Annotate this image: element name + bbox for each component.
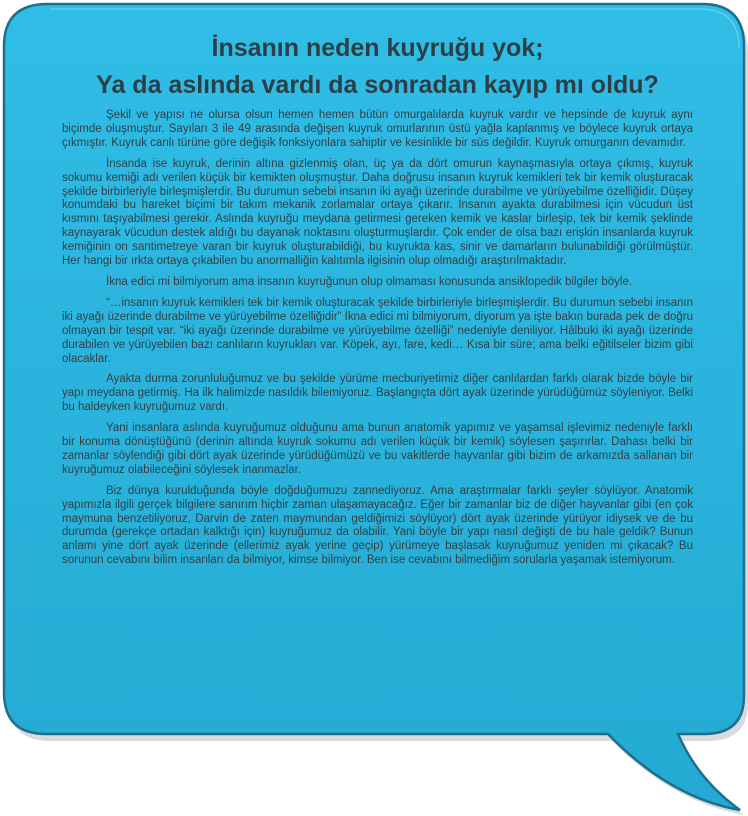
paragraph: “…insanın kuyruk kemikleri tek bir kemik oluşturacak şekilde birbirleriyle birleşmişlerdir. Bu durumun sebebi insanın iki ayağı üzerinde durabilme ve yürüyebilme özelliğidir” İkna edici mi bilmiyorum, diyorum ya işte bakın burada pek de doğru olmayan bir tespit var. “iki ayağı üzerinde durabilme ve yürüyebilme özelliği” nedeniyle deniliyor. Hâlbuki iki ayağı üzerinde durabilen ve yürüyebilen bazı canlıların kuyrukları var. Köpek, ayı, fare, kedi… Kısa bir süre; ama belki eğitilseler bizim gibi olacaklar.: [62, 296, 693, 365]
article-title-line-1: İnsanın neden kuyruğu yok;: [211, 34, 544, 62]
article-title: [62, 30, 693, 104]
paragraph: Yani insanlara aslında kuyruğumuz olduğunu ama bunun anatomik yapımız ve yaşamsal işlevimiz nedeniyle farklı bir konuma dönüştüğünü (derinin altında kuyruk sokumu adı verilen küçük bir kemik) söylesen şaşırırlar. Dahası belki bir zamanlar söylendiği gibi dört ayak üzerinde yürüdüğümüzü ve bu vakitlerde hayvanlar gibi bizim de arkamızda sallanan bir kuyruğumuz olabileceğini söylesek inanmazlar.: [62, 422, 693, 476]
paragraph: Şekil ve yapısı ne olursa olsun hemen hemen bütün omurgalılarda kuyruk vardır ve hepsinde de kuyruk aynı biçimde oluşmuştur. Sayıları 3 ile 49 arasında değişen kuyruk omurlarının üstü yağla kaplanmış ve böylece kuyruk ortaya çıkmıştır. Kuyruk canlı türüne göre değişik fonksiyonlara sahiptir ve kesinlikle bir süs değildir. Kuyruk omurganın devamıdır.: [62, 109, 693, 149]
paragraph: İkna edici mi bilmiyorum ama insanın kuyruğunun olup olmaması konusunda ansiklopedik bilgiler böyle.: [106, 275, 633, 288]
paragraph: İnsanda ise kuyruk, derinin altına gizlenmiş olan, üç ya da dört omurun kaynaşmasıyla ortaya çıkmış, kuyruk sokumu kemiği adı verilen küçük bir kemikten oluşmuştur. Daha doğrusu insanın kuyruk kemikleri tek bir kemik oluşturacak şekilde birbirleriyle birleşmişlerdir. Bu durumun sebebi insanın iki ayağı üzerinde durabilme ve yürüyebilme özelliğidir. Düşey konumdaki bu hareket biçimi bir takım mekanik zorlamalar ortaya çıkarır. İnsanın ayakta durabilmesi için vücudun üst kısmını taşıyabilmesi gerekir. Aslında kuyruğu meydana getirmesi gereken kemik ve kaslar birleşip, tek bir kemik şeklinde kaynayarak vücudun destek aldığı bu dayanak noktasını oluşturmuşlardır. Çok ender de olsa bazı erişkin insanlarda kuyruk kemiğinin on santimetreye varan bir kuyruk oluşturabildiği, bu kuyrukta kas, sinir ve damarların bulunabildiği görülmüştür. Her hangi bir ırkta ortaya çıkabilen bu anormalliğin kalıtımla ilgisinin olup olmadığı araştırılmaktadır.: [62, 157, 693, 268]
article-body: [62, 109, 693, 568]
article: [62, 30, 693, 575]
article-title-line-2: Ya da aslında vardı da sonradan kayıp mı oldu?: [96, 71, 659, 99]
paragraph: Biz dünya kurulduğunda böyle doğduğumuzu zannediyoruz. Ama araştırmalar farklı şeyler söylüyor. Anatomik yapımızla ilgili gerçek bilgilere sanırım hiçbir zaman ulaşamayacağız. Eğer bir zamanlar biz de diğer hayvanlar gibi (en çok maymuna benzetiliyoruz, Darvin de zaten maymundan geldiğimizi söylüyor) dört ayak üzerinde yürüyor idiysek ve de bu durumda (gerekçe ortadan kalktığı için) kuyruğumuz da olabilir. Yani böyle bir yapı nasıl değişti de bu hale geldik? Bunun anlamı yine dört ayak üzerinde (ellerimiz ayak yerine geçip) yürümeye başlasak kuyruğumuz yeniden mi çıkacak? Bu sorunun cevabını bilim insanları da bilmiyor, kimse bilmiyor. Ben ise cevabını bilmediğim sorularla yaşamak istemiyorum.: [62, 484, 693, 567]
paragraph: Ayakta durma zorunluluğumuz ve bu şekilde yürüme mecburiyetimiz diğer canlılardan farklı olarak bizde böyle bir yapı meydana getirmiş. Ha ilk halimizde nasıldık bilemiyoruz. Başlangıçta dört ayak üzerinde yürüdüğümüz söyleniyor. Belki bu haldeyken kuyruğumuz vardı.: [62, 373, 693, 414]
